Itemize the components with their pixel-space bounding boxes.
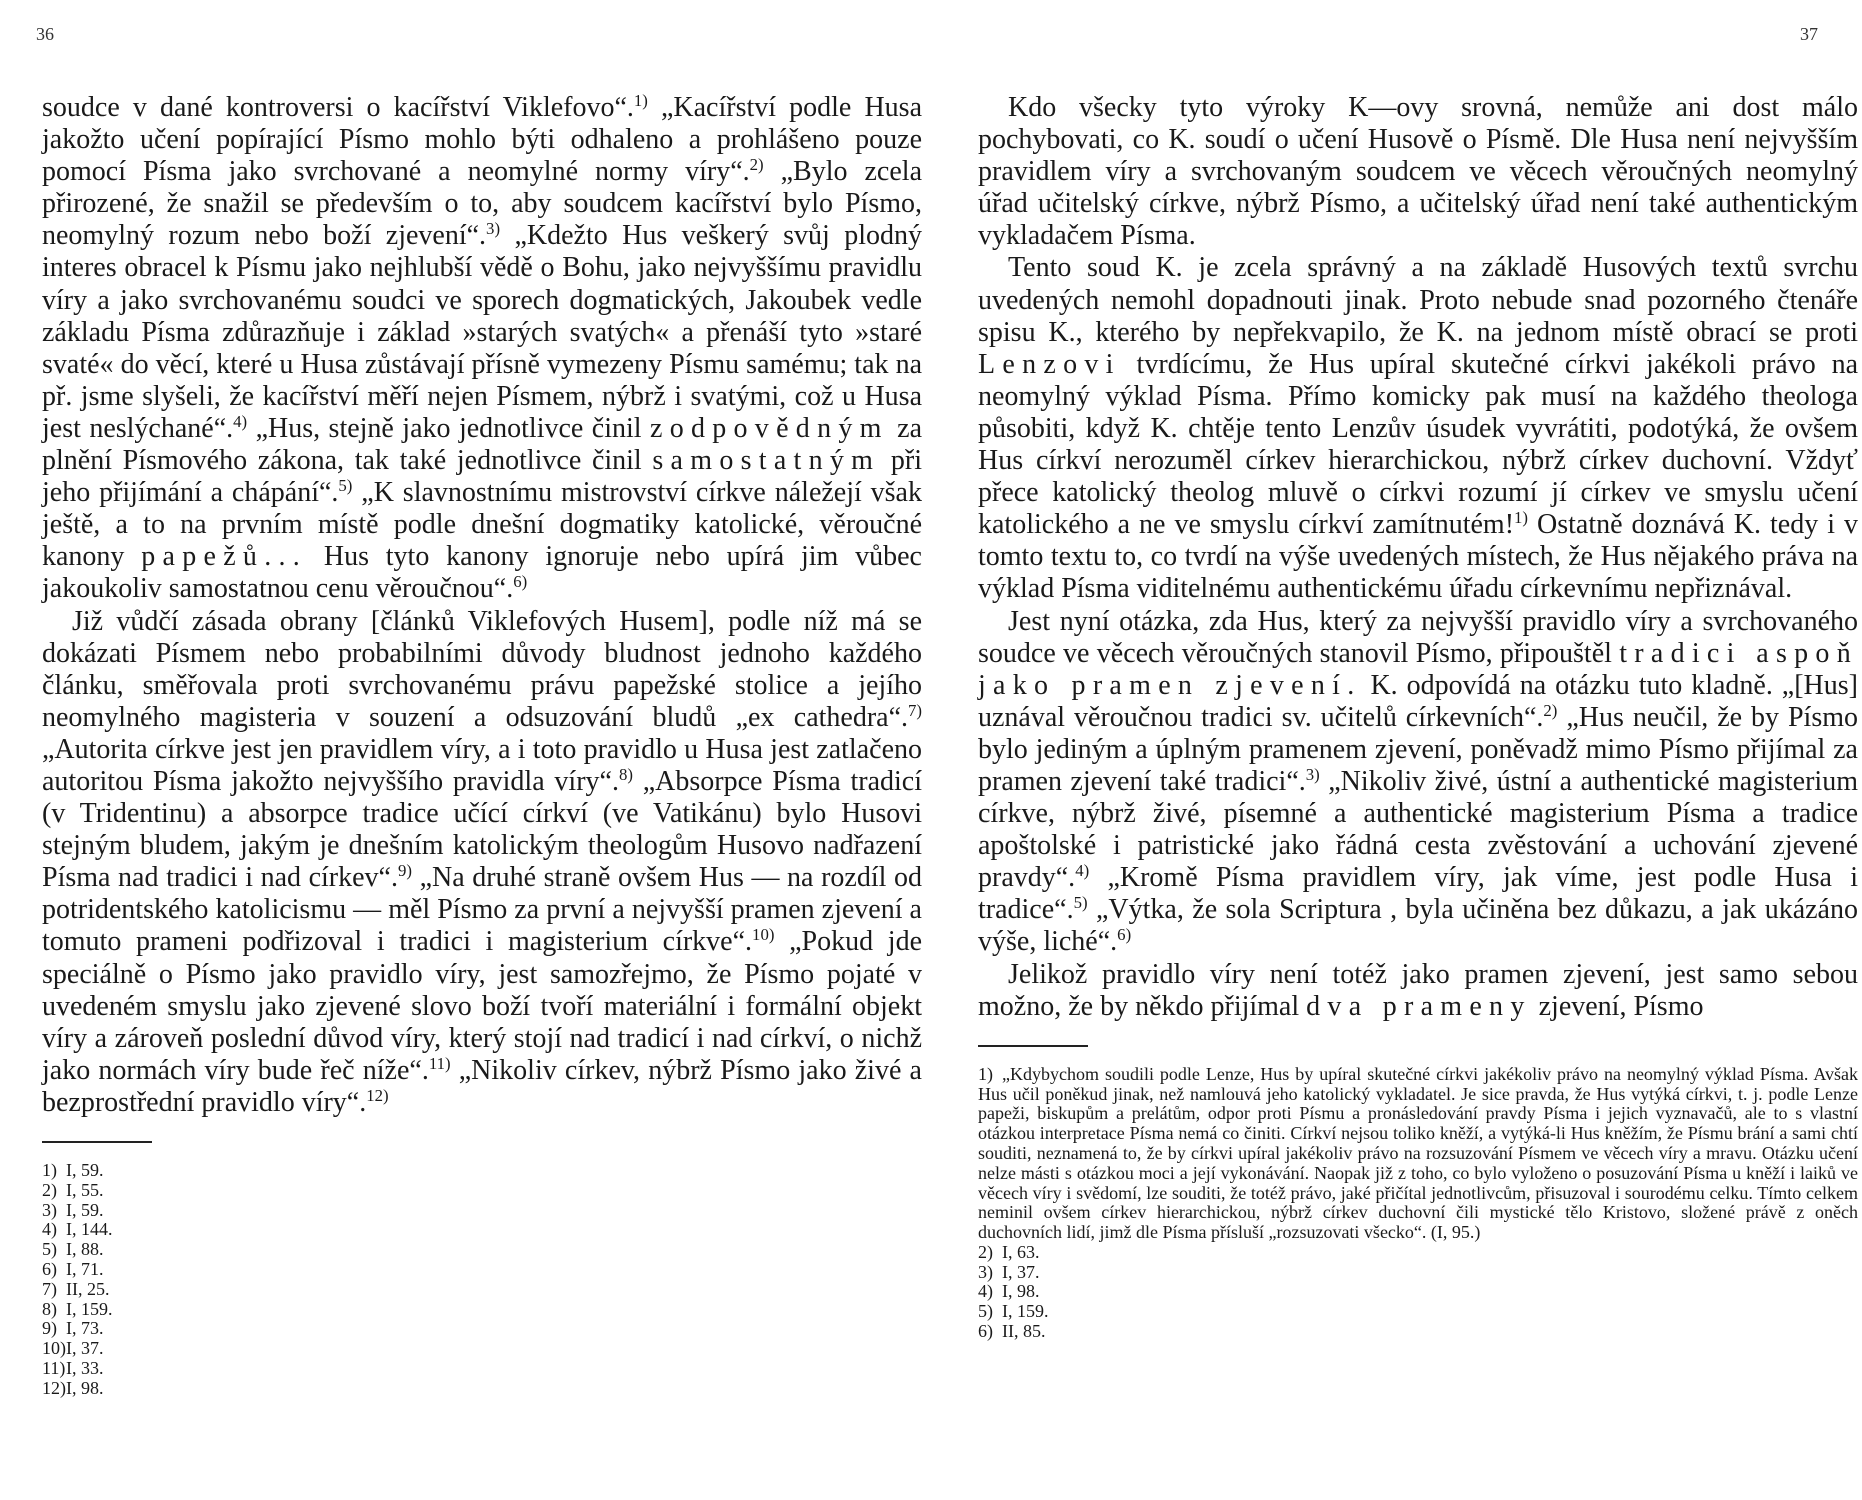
footnote: [42, 1300, 922, 1320]
footnote-number: 4): [42, 1219, 57, 1240]
footnote-separator: [978, 1045, 1088, 1047]
footnote: [42, 1379, 922, 1399]
footnote: [42, 1220, 922, 1240]
footnote-text: I, 59.: [66, 1199, 104, 1220]
footnote-text: I, 55.: [66, 1179, 104, 1200]
text-run: „Kromě Písma pravidlem víry, jak víme, jest podle Husa i tradice“.: [978, 862, 1858, 926]
text-run: Ostatně doznává K. tedy i v tomto textu to, co tvrdí na výše uvedených místech, že Hus nějakého práva na výklad Písma viditelnému authentickému úřadu církevnímu nepřiznával.: [978, 509, 1858, 605]
emphasis-spaced: samostatným: [652, 445, 881, 477]
footnote-text: I, 88.: [66, 1239, 104, 1260]
text-run: K. odpovídá na otázku tuto kladně. „[Hus] uznával věroučnou tradici sv. učitelů církevních“.: [978, 669, 1858, 733]
footnote: [42, 1240, 922, 1260]
text-run: „Hus, stejně jako jednotlivce činil: [247, 412, 650, 444]
text-run: „Pokud jde speciálně o Písmo jako pravidlo víry, jest samozřejmo, že Písmo pojaté v uvedeném smyslu jako zjevené slovo boží tvoří materiální i formální objekt víry a zároveň poslední důvod víry, který stojí nad tradicí i nad církví, o nichž jako normách víry bude řeč níže“.: [42, 926, 922, 1086]
emphasis-spaced: papežů...: [141, 541, 308, 573]
paragraph: [42, 92, 922, 606]
footnote: [978, 1065, 1858, 1243]
right-body-text: [978, 92, 1858, 1023]
paragraph: [978, 959, 1858, 1023]
footnote-text: I, 98.: [66, 1377, 104, 1398]
text-run: „Nikoliv církev, nýbrž Písmo jako živé a bezprostřední pravidlo víry“.: [42, 1054, 922, 1118]
footnote-text: I, 71.: [66, 1258, 104, 1279]
footnote-number: 3): [978, 1261, 993, 1282]
footnote: [978, 1302, 1858, 1322]
footnote-number: 1): [978, 1063, 993, 1084]
right-footnotes: [978, 1065, 1858, 1342]
footnote: [42, 1161, 922, 1181]
footnote: [42, 1339, 922, 1359]
footnote-ref: 5): [338, 476, 353, 496]
footnote: [42, 1181, 922, 1201]
footnote-number: 2): [978, 1241, 993, 1262]
footnote-separator: [42, 1141, 152, 1143]
footnote-text: „Kdybychom soudili podle Lenze, Hus by upíral skutečné církvi jakékoliv právo na neomylný výklad Písma. Avšak Hus učil poněkud jinak, než namlouvá jeho katolický vykladatel. Je sice pravda, že Hus vytýká církvi, t. j. podle Lenze papeži, biskupům a prelátům, odpor proti Písmu a pronásledování pravdy Písma i jejich vyznavačů, ale to s vlastní otázkou interpretace Písma nemá co činiti. Církví nejsou toliko kněží, a vytýká-li Hus kněžím, že Písmu brání a sami chtí souditi, neznamená to, že by církvi upíral jakékoliv právo na rozsuzování Písmem ve věcech víry a mravu. Otázku učení nelze másti s otázkou moci a její vykonávání. Naopak již z toho, co bylo vyloženo o posuzování Písma u kněží i laiků ve věcech víry i svědomí, lze souditi, že totéž právo, jaké přičítal jednotlivcům, přisuzoval i sourodému celku. Tímto celkem neminil ovšem církev hierarchickou, nýbrž církev duchovní čili mystické tělo Kristovo, složené právě z oněch duchovních lidí, jimž dle Písma přísluší „rozsuzovati všecko“. (I, 95.): [978, 1063, 1858, 1243]
footnote-number: 3): [42, 1199, 57, 1220]
footnote-text: I, 144.: [66, 1219, 113, 1240]
footnote: [42, 1280, 922, 1300]
footnote-ref: 6): [1117, 925, 1132, 945]
footnote: [42, 1260, 922, 1280]
text-run: „Výtka, že sola Scriptura , byla učiněna bez důkazu, a jak ukázáno výše, liché“.: [978, 894, 1858, 958]
footnote-ref: 10): [752, 925, 775, 945]
footnote-number: 1): [42, 1160, 57, 1180]
page-number-left: 36: [36, 24, 54, 44]
footnote-number: 6): [42, 1258, 57, 1279]
paragraph: [978, 92, 1858, 252]
text-run: za plnění Písmového zákona, tak také jednotlivce činil: [42, 412, 922, 477]
paragraph: [978, 252, 1858, 605]
text-run: „Na druhé straně ovšem Hus — na rozdíl od potridentského katolicismu — měl Písmo za první a nejvyšší pramen zjevení a tomuto prameni podřizoval i tradici i magisterium církve“.: [42, 862, 922, 958]
footnote-number: 10): [42, 1338, 66, 1359]
text-run: Jest nyní otázka, zda Hus, který za nejvyšší pravidlo víry a svrchovaného soudce ve věcech věroučných stanovil Písmo, připouštěl: [978, 605, 1858, 669]
text-run: „Autorita církve jest jen pravidlem víry, a i toto pravidlo u Husa jest zatlačeno autoritou Písma jakožto nejvyššího pravidla víry“.: [42, 733, 922, 797]
footnote-number: 4): [978, 1281, 993, 1302]
footnote-number: 5): [978, 1301, 993, 1322]
footnote-ref: 1): [633, 90, 648, 110]
footnote-ref: 1): [1514, 508, 1529, 528]
page-number-right: 37: [1800, 24, 1818, 44]
footnote-number: 8): [42, 1298, 57, 1319]
footnote-text: I, 159.: [66, 1298, 113, 1319]
paragraph: [42, 606, 922, 1120]
text-run: Jelikož pravidlo víry není totéž jako pramen zjevení, jest samo sebou možno, že by někdo přijímal: [978, 958, 1858, 1022]
footnote-number: 7): [42, 1278, 57, 1299]
footnote-text: I, 33.: [66, 1357, 104, 1378]
footnote: [978, 1263, 1858, 1283]
text-run: soudce v dané kontroversi o kacířství Viklefovo“.: [42, 92, 634, 123]
footnote-number: 5): [42, 1239, 57, 1260]
text-run: „Kdežto Hus veškerý svůj plodný interes obracel k Písmu jako nejhlubší vědě o Bohu, jako nejvyššímu pravidlu víry a jako svrchovanému soudci ve sporech dogmatických, Jakoubek vedle základu Písma zdůrazňuje i základ »starých svatých« a přenáší tyto »staré svaté« do věcí, které u Husa zůstávají přísně vymezeny Písmu samému; tak na př. jsme slyšeli, že kacířství měří nejen Písmem, nýbrž i svatými, což u Husa jest neslýchané“.: [42, 220, 922, 444]
footnote-text: I, 59.: [66, 1160, 104, 1180]
emphasis-spaced: tradici aspoň jako pramen zjevení.: [978, 637, 1858, 701]
footnote-number: 6): [978, 1321, 993, 1342]
footnote-text: I, 159.: [1002, 1301, 1049, 1322]
text-run: tvrdícímu, že Hus upíral skutečné církvi jakékoli právo na neomylný výklad Písma. Přímo komicky pak musí na každého theologa působiti, když K. chtěje tento Lenzův úsudek vyvrátiti, podotýká, že ovšem Hus církví nerozuměl církev hierarchickou, nýbrž církev duchovní. Vždyť přece katolický theolog mluvě o církvi rozumí jí církev ve smyslu učení katolického a ne ve smyslu církví zamítnutém!: [978, 348, 1858, 541]
footnote-text: II, 85.: [1002, 1321, 1046, 1342]
footnote-number: 12): [42, 1377, 66, 1398]
footnote-ref: 5): [1073, 893, 1088, 913]
text-run: Kdo všecky tyto výroky K—ovy srovná, nemůže ani dost málo pochybovati, co K. soudí o učení Husově o Písmě. Dle Husa není nejvyšším pravidlem víry a svrchovaným soudcem ve věcech věroučných neomylný úřad učitelský církve, nýbrž Písmo, a učitelský úřad není také authentickým vykladačem Písma.: [978, 92, 1858, 252]
text-run: „K slavnostnímu mistrovství církve náležejí však ještě, a to na prvním místě podle dnešní dogmatiky katolické, věroučné kanony: [42, 477, 922, 573]
text-run: „Absorpce Písma tradicí (v Tridentinu) a absorpce tradice učící církví (ve Vatikánu) bylo Husovi stejným bludem, jakým je dnešním katolickým theologům Husovo nadřazení Písma nad tradici i nad církev“.: [42, 765, 922, 894]
text-run: „Kacířství podle Husa jakožto učení popírající Písmo mohlo býti odhaleno a prohlášeno pouze pomocí Písma jako svrchované a neomylné normy víry“.: [42, 92, 922, 188]
footnote-ref: 11): [428, 1053, 451, 1073]
text-run: Hus tyto kanony ignoruje nebo upírá jim vůbec jakoukoliv samostatnou cenu věroučnou“.: [42, 541, 922, 605]
right-page: [978, 92, 1858, 1342]
footnote: [978, 1322, 1858, 1342]
footnote-ref: 6): [513, 572, 528, 592]
text-run: „Hus neučil, že by Písmo bylo jediným a úplným pramenem zjevení, poněvadž mimo Písmo přijímal za pramen zjevení také tradici“.: [978, 701, 1859, 797]
footnote-text: II, 25.: [66, 1278, 110, 1299]
emphasis-spaced: Lenzovi: [978, 348, 1121, 380]
footnote-ref: 12): [366, 1085, 389, 1105]
footnote-ref: 2): [1543, 700, 1558, 720]
text-run: zjevení, Písmo: [1531, 990, 1704, 1022]
text-run: Tento soud K. je zcela správný a na základě Husových textů svrchu uvedených nemohl dopadnouti jinak. Proto nebude snad pozorného čtenáře spisu K., kterého by nepřekvapilo, že K. na jednom místě obrací se proti: [978, 252, 1858, 348]
footnote: [42, 1319, 922, 1339]
left-footnotes: [42, 1161, 922, 1399]
footnote-ref: 8): [618, 764, 633, 784]
footnote-text: I, 98.: [1002, 1281, 1040, 1302]
emphasis-spaced: zodpovědným: [649, 412, 889, 444]
footnote-ref: 3): [486, 219, 501, 239]
left-body-text: [42, 92, 922, 1119]
footnote-number: 2): [42, 1179, 57, 1200]
footnote-ref: 4): [1075, 861, 1090, 881]
emphasis-spaced: dva prameny: [1306, 990, 1532, 1022]
footnote-ref: 4): [233, 411, 248, 431]
footnote-ref: 7): [908, 700, 922, 720]
left-page: [42, 92, 922, 1399]
footnote-ref: 3): [1305, 764, 1320, 784]
text-run: „Nikoliv živé, ústní a authentické magisterium církve, nýbrž živé, písemné a authentické magisterium Písma a tradice apoštolské i patristické jako řádná cesta zvěstování a uchování zjevené pravdy“.: [978, 765, 1858, 894]
paragraph: [978, 606, 1858, 959]
text-run: Již vůdčí zásada obrany [článků Viklefových Husem], podle níž má se dokázati Písmem nebo probabilními důvody bludnost jednoho každého článku, směřovala proti svrchovanému právu papežské stolice a jejího neomylného magisteria v souzení a odsuzování bludů „ex cathedra“.: [42, 605, 922, 733]
footnote-ref: 9): [397, 861, 412, 881]
text-run: „Bylo zcela přirozené, že snažil se především o to, aby soudcem kacířství bylo Písmo, neomylný rozum nebo boží zjevení“.: [42, 156, 922, 252]
footnote-text: I, 37.: [66, 1338, 104, 1359]
footnote-text: I, 73.: [66, 1318, 104, 1339]
footnote: [42, 1201, 922, 1221]
footnote: [978, 1282, 1858, 1302]
text-run: při jeho přijímání a chápání“.: [42, 445, 922, 509]
footnote: [42, 1359, 922, 1379]
footnote-number: 9): [42, 1318, 57, 1339]
footnote-number: 11): [42, 1357, 66, 1378]
footnote-ref: 2): [749, 155, 764, 175]
footnote-text: I, 63.: [1002, 1241, 1040, 1262]
footnote-text: I, 37.: [1002, 1261, 1040, 1282]
footnote: [978, 1243, 1858, 1263]
